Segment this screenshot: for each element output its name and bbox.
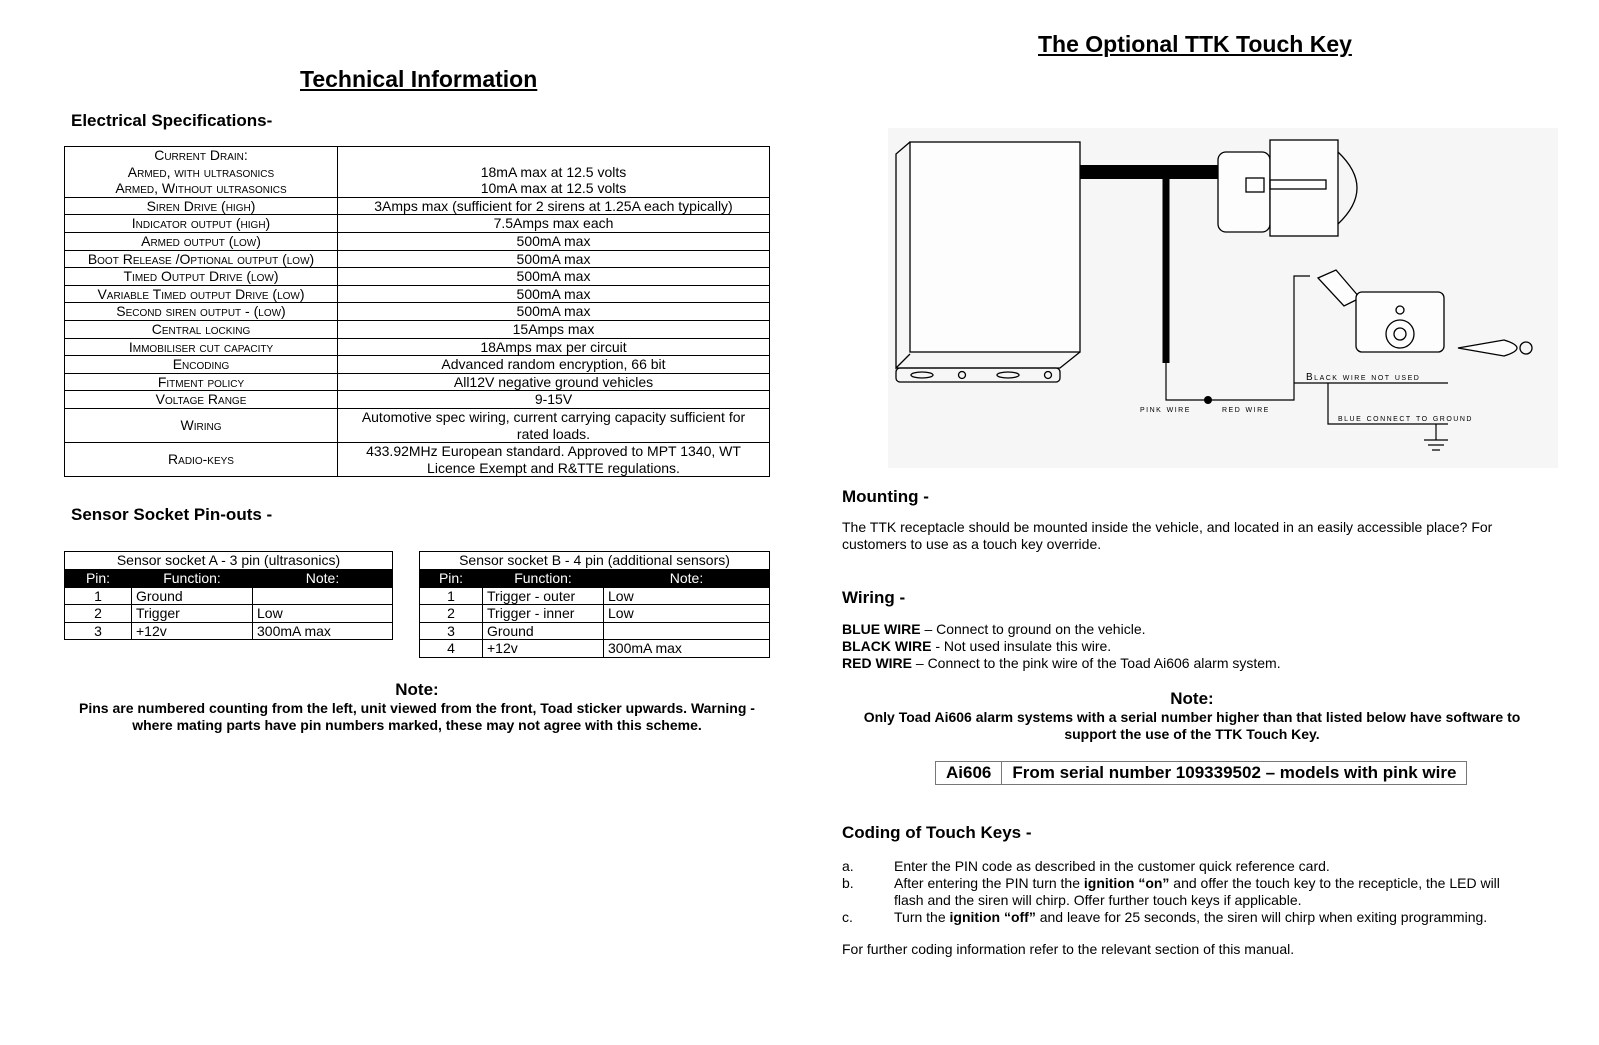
- spec-line: Timed Output Drive (low): [123, 268, 279, 285]
- ttk-note-line: Only Toad Ai606 alarm systems with a serial number higher than that listed below have software to: [863, 709, 1521, 725]
- ttk-note-line: support the use of the TTK Touch Key.: [1064, 726, 1320, 742]
- mounting-text: The TTK receptacle should be mounted inside the vehicle, and located in an easily accessible place? For customers to use as a touch key override.: [842, 519, 1493, 552]
- spec-line: 500mA max: [516, 250, 591, 267]
- table-cell: 3: [65, 622, 132, 640]
- spec-value: [338, 443, 770, 477]
- step-text-part: flash and the siren will chirp. Offer further touch keys if applicable.: [894, 892, 1302, 908]
- spec-key: [65, 215, 338, 233]
- spec-row: [65, 391, 770, 409]
- spec-row: [65, 408, 770, 442]
- table-cell: [253, 587, 393, 605]
- table-cell: 4: [420, 640, 483, 658]
- table-cell: +12v: [483, 640, 604, 658]
- step-text-part: Turn the: [894, 909, 950, 925]
- ttk-note-text: [842, 709, 1542, 743]
- table-row: [420, 587, 770, 605]
- table-cell: [604, 622, 770, 640]
- ground-symbol: [1424, 440, 1448, 450]
- wire-text: – Connect to the pink wire of the Toad Ai606 alarm system.: [912, 655, 1281, 671]
- alarm-unit-base: [896, 368, 1060, 382]
- wiring-heading: Wiring -: [842, 588, 906, 607]
- spec-line: Automotive spec wiring, current carrying capacity sufficient for: [361, 408, 746, 425]
- spec-value: [338, 320, 770, 338]
- pink-wire-line: [1166, 363, 1208, 400]
- spec-line: Licence Exempt and R&TTE regulations.: [427, 459, 680, 476]
- table-cell: 3: [420, 622, 483, 640]
- table-cell: 2: [65, 605, 132, 623]
- col-header: Pin:: [420, 570, 483, 588]
- spec-line: Armed, with ultrasonics: [127, 163, 275, 180]
- serial-table: [935, 761, 1467, 785]
- table-cell: 2: [420, 605, 483, 623]
- spec-line: 500mA max: [516, 303, 591, 320]
- spec-value: [338, 147, 770, 198]
- spec-line: Encoding: [172, 356, 230, 373]
- step-text: [894, 909, 1487, 926]
- spec-line: 10mA max at 12.5 volts: [480, 180, 627, 197]
- spec-value: [338, 197, 770, 215]
- label-pink-wire: pink wire: [1140, 404, 1191, 415]
- spec-line: 18mA max at 12.5 volts: [480, 163, 627, 180]
- socket-b-caption: Sensor socket B - 4 pin (additional sensors): [419, 551, 770, 569]
- spec-line: 500mA max: [516, 268, 591, 285]
- socket-a-caption: Sensor socket A - 3 pin (ultrasonics): [64, 551, 393, 569]
- spec-row: [65, 443, 770, 477]
- step-letter: b.: [842, 875, 854, 891]
- table-row: [420, 605, 770, 623]
- spec-value: [338, 373, 770, 391]
- spec-line: 3Amps max (sufficient for 2 sirens at 1.25A each typically): [374, 197, 733, 214]
- spec-row: [65, 197, 770, 215]
- spec-line: Siren Drive (high): [146, 197, 256, 214]
- touch-key-ring: [1520, 342, 1532, 354]
- spec-line: Central locking: [151, 320, 251, 337]
- table-row: [420, 622, 770, 640]
- receptacle-stem: [1318, 270, 1360, 306]
- coding-step-c: [842, 909, 1542, 926]
- coding-step-b: [842, 875, 1542, 909]
- wiring-item-blue: [842, 621, 1542, 638]
- col-header: Function:: [483, 570, 604, 588]
- touch-key-fob: [1458, 340, 1517, 356]
- step-text-part: After entering the PIN turn the: [894, 875, 1084, 891]
- spec-row: [65, 285, 770, 303]
- label-blue-wire: blue connect to ground: [1338, 413, 1473, 424]
- alarm-unit-bottom: [896, 352, 1080, 368]
- spec-line: 18Amps max per circuit: [480, 338, 627, 355]
- spec-line: Current Drain:: [154, 147, 248, 163]
- spec-line: Voltage Range: [155, 391, 247, 408]
- pin-note-title: Note:: [395, 680, 439, 699]
- spec-row: [65, 250, 770, 268]
- wiring-list: [842, 621, 1542, 672]
- spec-row: [65, 303, 770, 321]
- table-cell: Low: [604, 605, 770, 623]
- alarm-unit-box: [910, 142, 1080, 352]
- serial-text: From serial number 109339502 – models with pink wire: [1002, 762, 1467, 785]
- receptacle-body: [1356, 292, 1444, 352]
- wire-junction: [1204, 396, 1212, 404]
- spec-value: [338, 391, 770, 409]
- spec-row: [65, 356, 770, 374]
- wiring-item-black: [842, 638, 1542, 655]
- spec-line: Advanced random encryption, 66 bit: [441, 356, 666, 373]
- spec-value: [338, 338, 770, 356]
- mounting-heading: Mounting -: [842, 487, 929, 506]
- table-row: [65, 622, 393, 640]
- alarm-unit-side: [896, 142, 910, 368]
- spec-key: [65, 232, 338, 250]
- spec-line: Immobiliser cut capacity: [128, 338, 274, 355]
- col-header: Note:: [253, 570, 393, 588]
- coding-step-a: [842, 858, 1542, 875]
- spec-line: 9-15V: [534, 391, 573, 408]
- table-cell: +12v: [132, 622, 253, 640]
- spec-value: [338, 356, 770, 374]
- col-header: Function:: [132, 570, 253, 588]
- ttk-wiring-diagram: [888, 128, 1558, 468]
- table-row: [420, 640, 770, 658]
- alarm-unit-slot: [911, 372, 933, 378]
- ttk-note-title: Note:: [1170, 689, 1214, 708]
- spec-key: [65, 373, 338, 391]
- spec-key: [65, 320, 338, 338]
- table-row: [65, 587, 393, 605]
- electrical-spec-table: [64, 146, 770, 477]
- connector-cap: [1338, 152, 1357, 224]
- step-letter: c.: [842, 909, 853, 925]
- spec-row: [65, 338, 770, 356]
- spec-value: [338, 215, 770, 233]
- spec-line: Indicator output (high): [131, 215, 271, 232]
- table-cell: Ground: [483, 622, 604, 640]
- table-cell: 1: [420, 587, 483, 605]
- spec-row: [65, 147, 770, 198]
- socket-a-table: [64, 551, 393, 640]
- table-cell: Low: [253, 605, 393, 623]
- wire-label: BLACK WIRE: [842, 638, 932, 654]
- spec-line: Wiring: [180, 417, 222, 434]
- step-text-part: and offer the touch key to the recepticle, the LED will: [1169, 875, 1500, 891]
- spec-key: [65, 303, 338, 321]
- spec-line: Armed output (low): [141, 232, 261, 249]
- alarm-unit-hole: [1045, 372, 1052, 379]
- spec-line: rated loads.: [516, 425, 591, 442]
- spec-value: [338, 408, 770, 442]
- wire-text: – Connect to ground on the vehicle.: [920, 621, 1146, 637]
- coding-footer: For further coding information refer to the relevant section of this manual.: [842, 941, 1295, 957]
- coding-heading: Coding of Touch Keys -: [842, 823, 1032, 842]
- spec-value: [338, 268, 770, 286]
- step-text-bold: ignition “off”: [949, 909, 1036, 925]
- serial-model: Ai606: [936, 762, 1002, 785]
- wire-label: RED WIRE: [842, 655, 912, 671]
- spec-line: 500mA max: [516, 232, 591, 249]
- coding-steps: [842, 858, 1542, 926]
- table-row: [65, 605, 393, 623]
- spec-key: [65, 338, 338, 356]
- pin-note-text: [64, 700, 770, 734]
- spec-key: [65, 408, 338, 442]
- alarm-unit-hole: [959, 372, 966, 379]
- spec-line: Second siren output - (low): [116, 303, 286, 320]
- table-cell: Trigger - outer: [483, 587, 604, 605]
- spec-key: [65, 197, 338, 215]
- step-text-bold: ignition “on”: [1083, 875, 1170, 891]
- spec-line: Boot Release /Optional output (low): [87, 250, 315, 267]
- spec-line: 7.5Amps max each: [493, 215, 614, 232]
- table-cell: Low: [604, 587, 770, 605]
- spec-row: [65, 268, 770, 286]
- spec-row: [65, 320, 770, 338]
- spec-value: [338, 285, 770, 303]
- step-text: Enter the PIN code as described in the customer quick reference card.: [894, 858, 1330, 874]
- connector-plug: [1270, 140, 1338, 236]
- alarm-unit-slot: [997, 372, 1019, 378]
- page-title-ttk: The Optional TTK Touch Key: [1038, 31, 1352, 57]
- spec-line: 500mA max: [516, 285, 591, 302]
- socket-b-table: [419, 551, 770, 658]
- table-cell: 300mA max: [604, 640, 770, 658]
- col-header: Pin:: [65, 570, 132, 588]
- label-black-wire: Black wire not used: [1306, 372, 1421, 383]
- spec-value: [338, 250, 770, 268]
- spec-line: 15Amps max: [512, 320, 595, 337]
- spec-key: [65, 268, 338, 286]
- spec-key: [65, 356, 338, 374]
- col-header: Note:: [604, 570, 770, 588]
- spec-key: [65, 391, 338, 409]
- pin-note-line: where mating parts have pin numbers marked, these may not agree with this scheme.: [132, 717, 702, 733]
- spec-line: Variable Timed output Drive (low): [97, 285, 305, 302]
- pin-note-line: Pins are numbered counting from the left, unit viewed from the front, Toad sticker upwards. Warning -: [79, 700, 755, 716]
- table-cell: Trigger: [132, 605, 253, 623]
- spec-value: [338, 303, 770, 321]
- spec-key: [65, 285, 338, 303]
- spec-line: Armed, Without ultrasonics: [115, 180, 287, 197]
- wire-label: BLUE WIRE: [842, 621, 921, 637]
- electrical-heading: Electrical Specifications-: [71, 111, 273, 130]
- wiring-item-red: [842, 655, 1542, 672]
- label-red-wire: red wire: [1222, 404, 1270, 415]
- table-cell: Ground: [132, 587, 253, 605]
- table-cell: Trigger - inner: [483, 605, 604, 623]
- spec-line: All12V negative ground vehicles: [453, 373, 654, 390]
- spec-row: [65, 373, 770, 391]
- step-letter: a.: [842, 858, 854, 874]
- wire-text: - Not used insulate this wire.: [931, 638, 1112, 654]
- spec-key: [65, 250, 338, 268]
- table-cell: 1: [65, 587, 132, 605]
- spec-line: Fitment policy: [157, 373, 245, 390]
- spec-row: [65, 232, 770, 250]
- table-cell: 300mA max: [253, 622, 393, 640]
- step-text-part: and leave for 25 seconds, the siren will chirp when exiting programming.: [1035, 909, 1488, 925]
- spec-row: [65, 215, 770, 233]
- spec-line: Radio-keys: [168, 451, 234, 468]
- pinouts-heading: Sensor Socket Pin-outs -: [71, 505, 273, 524]
- step-text: [894, 875, 1500, 909]
- red-wire-line: [1208, 276, 1310, 400]
- spec-key: [65, 147, 338, 198]
- spec-value: [338, 232, 770, 250]
- spec-key: [65, 443, 338, 477]
- page-title-technical: Technical Information: [300, 66, 538, 92]
- spec-line: 433.92MHz European standard. Approved to MPT 1340, WT: [366, 443, 741, 460]
